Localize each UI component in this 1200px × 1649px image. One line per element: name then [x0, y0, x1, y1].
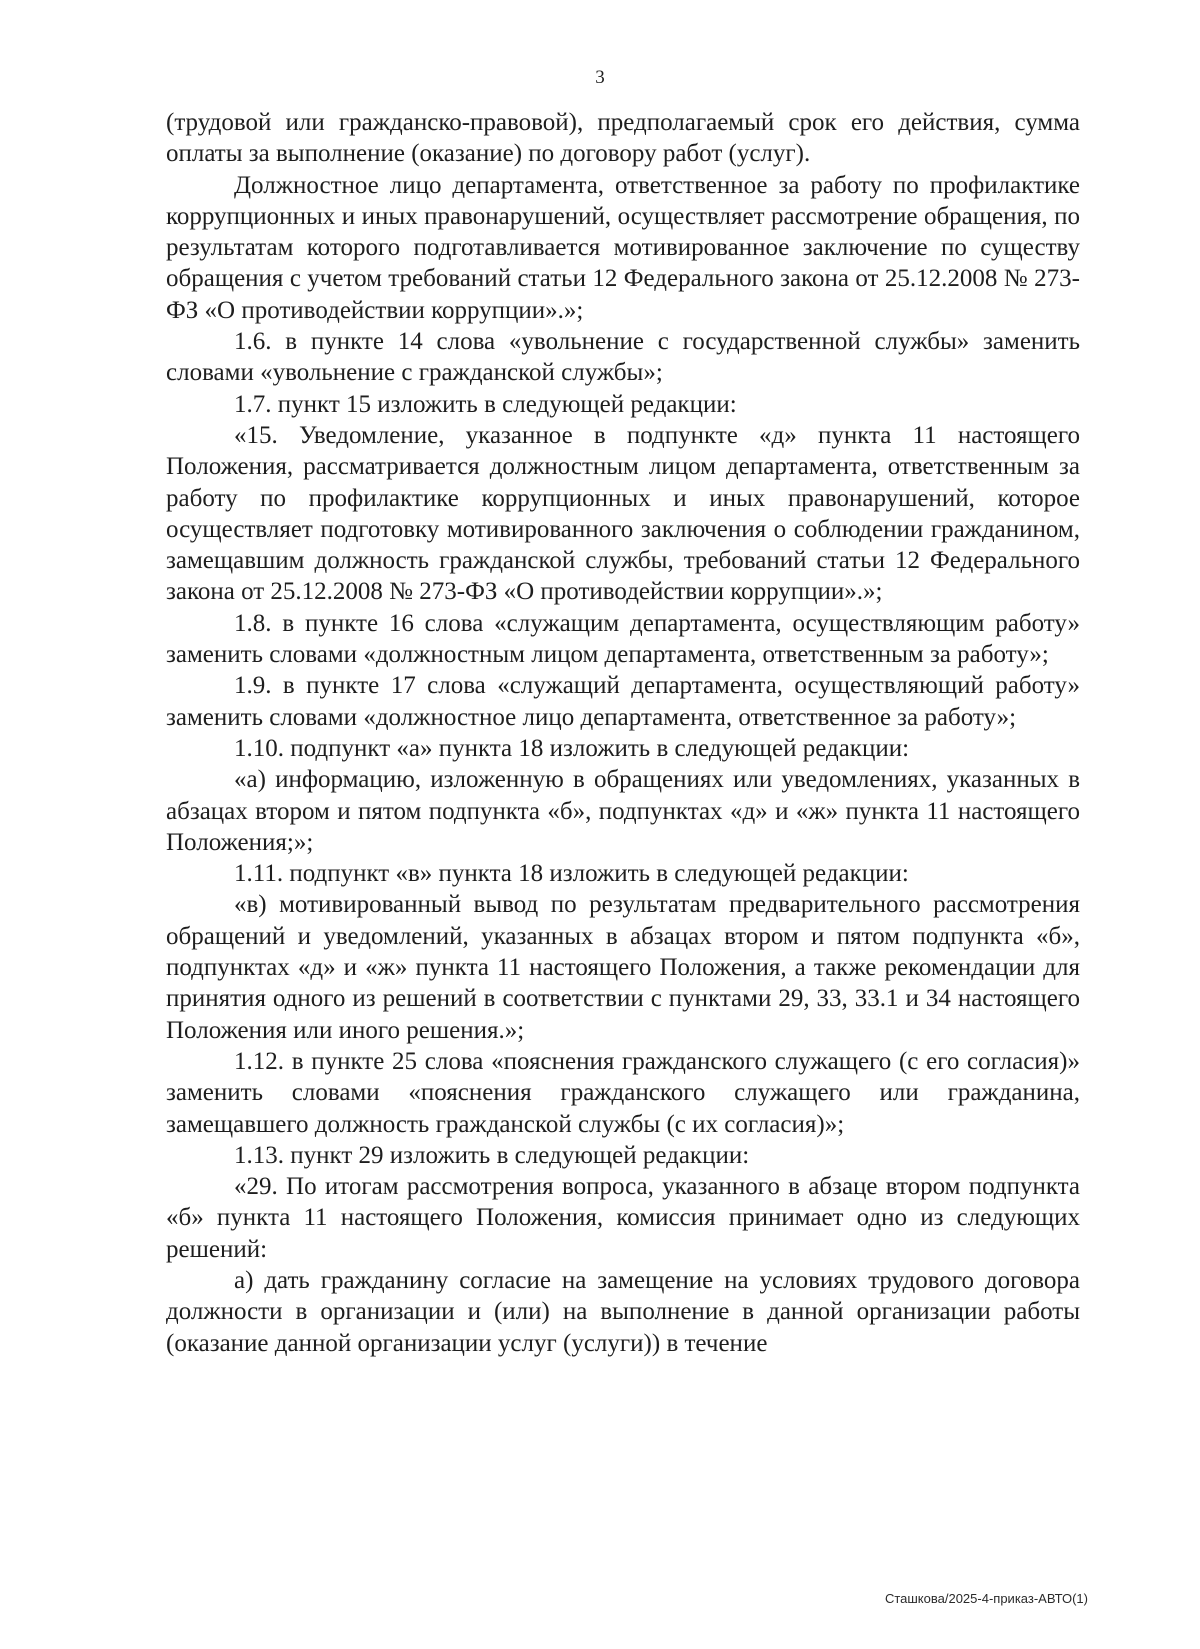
document-body: [166, 107, 1080, 1359]
paragraph-item-1-8: 1.8. в пункте 16 слова «служащим департамента, осуществляющим работу» заменить словами «должностным лицом департамента, ответственным за работу»;: [166, 609, 1080, 669]
paragraph-subclause-a: «а) информацию, изложенную в обращениях или уведомлениях, указанных в абзацах втором и пятом подпункта «б», подпунктах «д» и «ж» пункта 11 настоящего Положения;»;: [166, 766, 1080, 856]
paragraph-item-1-6: 1.6. в пункте 14 слова «увольнение с государственной службы» заменить словами «увольнение с гражданской службы»;: [166, 328, 1080, 387]
paragraph-clause-15: «15. Уведомление, указанное в подпункте «д» пункта 11 настоящего Положения, рассматривается должностным лицом департамента, ответственным за работу по профилактике коррупционных и иных правонарушений, которое осуществляет подготовку мотивированного заключения о соблюдении гражданином, замещавшим должность гражданской службы, требований статьи 12 Федерального закона от 25.12.2008 № 273-ФЗ «О противодействии коррупции».»;: [166, 421, 1080, 606]
paragraph-official-review: Должностное лицо департамента, ответственное за работу по профилактике коррупционных и иных правонарушений, осуществляет рассмотрение обращения, по результатам которого подготавливается мотивированное заключение по существу обращения с учетом требований статьи 12 Федерального закона от 25.12.2008 № 273-ФЗ «О противодействии коррупции».»;: [166, 171, 1080, 324]
page-number: 3: [595, 67, 605, 88]
paragraph-item-1-11: 1.11. подпункт «в» пункта 18 изложить в следующей редакции:: [234, 860, 909, 888]
paragraph-item-1-12: 1.12. в пункте 25 слова «пояснения гражданского служащего (с его согласия)» заменить словами «пояснения гражданского служащего или гражданина, замещавшего должность гражданской службы (с их согласия)»;: [166, 1047, 1080, 1138]
paragraph-decision-a: а) дать гражданину согласие на замещение на условиях трудового договора должности в организации и (или) на выполнение в данной организации работы (оказание данной организации услуг (услуги)) в течение: [166, 1266, 1080, 1357]
paragraph-item-1-13: 1.13. пункт 29 изложить в следующей редакции:: [234, 1141, 750, 1169]
paragraph-continuation: (трудовой или гражданско-правовой), предполагаемый срок его действия, сумма оплаты за выполнение (оказание) по договору работ (услуг).: [166, 109, 1080, 168]
paragraph-subclause-v: «в) мотивированный вывод по результатам предварительного рассмотрения обращений и уведомлений, указанных в абзацах втором и пятом подпункта «б», подпунктах «д» и «ж» пункта 11 настоящего Положения, а также рекомендации для принятия одного из решений в соответствии с пунктами 29, 33, 33.1 и 34 настоящего Положения или иного решения.»;: [166, 891, 1080, 1044]
paragraph-item-1-9: 1.9. в пункте 17 слова «служащий департамента, осуществляющий работу» заменить словами «должностное лицо департамента, ответственное за работу»;: [166, 672, 1080, 731]
document-footer-reference: Сташкова/2025-4-приказ-АВТО(1): [884, 1591, 1088, 1606]
paragraph-item-1-7: 1.7. пункт 15 изложить в следующей редакции:: [234, 390, 737, 418]
paragraph-clause-29: «29. По итогам рассмотрения вопроса, указанного в абзаце втором подпункта «б» пункта 11 настоящего Положения, комиссия принимает одно из следующих решений:: [166, 1173, 1080, 1263]
paragraph-item-1-10: 1.10. подпункт «а» пункта 18 изложить в следующей редакции:: [234, 734, 910, 762]
